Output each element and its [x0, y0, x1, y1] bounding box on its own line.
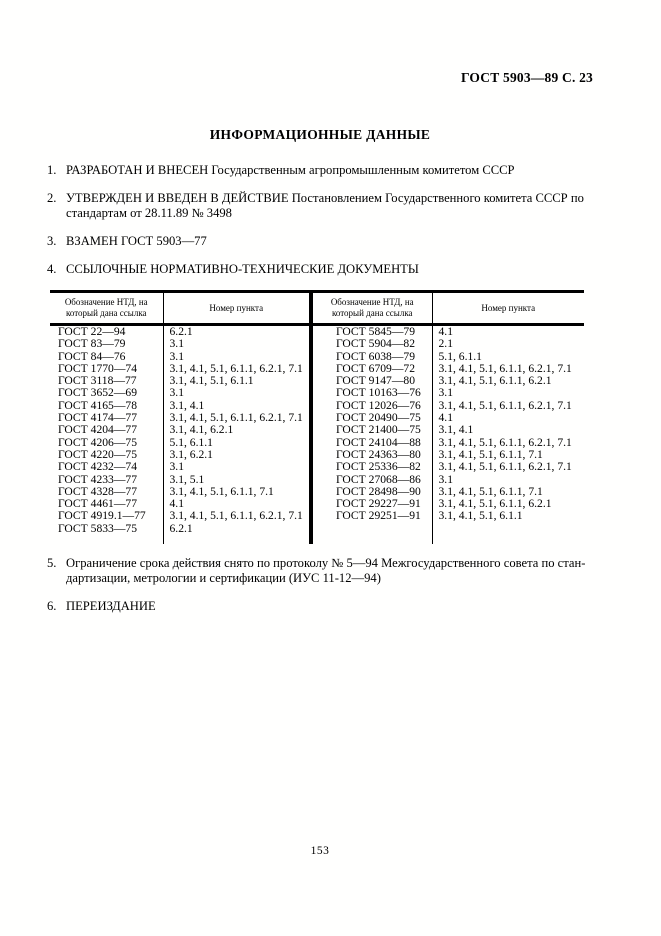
clause-number-cell: 6.2.1	[163, 523, 311, 535]
item-text: ПЕРЕИЗДАНИЕ	[66, 599, 156, 614]
table-row	[50, 510, 584, 522]
item-text: ССЫЛОЧНЫЕ НОРМАТИВНО-ТЕХНИЧЕСКИЕ ДОКУМЕНТЫ	[66, 262, 419, 276]
table-row	[50, 338, 584, 350]
ntd-designation-cell: ГОСТ 3118—77	[50, 375, 163, 387]
ntd-designation-cell: ГОСТ 5845—79	[311, 325, 432, 339]
table-spacer-cell	[163, 535, 311, 544]
item-text: Ограничение срока действия снято по протоколу № 5—94 Межгосударственного совета по стандартизации, метрологии и сертификации (ИУС 11-12—94)	[66, 556, 586, 586]
item-number: 5.	[47, 556, 57, 571]
item-number: 6.	[47, 599, 57, 614]
clause-number-cell: 3.1	[438, 473, 453, 486]
item-text: УТВЕРЖДЕН И ВВЕДЕН В ДЕЙСТВИЕ Постановлением Государственного комитета СССР по стандартам от 28.11.89 № 3498	[66, 191, 584, 220]
ntd-designation-cell: ГОСТ 84—76	[50, 351, 163, 363]
page-title: ИНФОРМАЦИОННЫЕ ДАННЫЕ	[209, 127, 431, 142]
table-row	[50, 523, 584, 535]
table-row	[50, 363, 584, 375]
ntd-designation-cell: ГОСТ 4232—74	[50, 461, 163, 473]
ntd-designation-cell: ГОСТ 4461—77	[50, 498, 163, 510]
ntd-designation-cell: ГОСТ 25336—82	[311, 461, 432, 473]
clause-number-cell: 3.1, 4.1, 5.1, 6.1.1, 7.1	[438, 448, 543, 461]
clause-number-cell: 6.2.1	[163, 325, 311, 339]
ntd-designation-cell	[311, 523, 432, 535]
table-header-row	[50, 292, 584, 325]
ntd-designation-cell: ГОСТ 21400—75	[311, 424, 432, 436]
table-row	[50, 461, 584, 473]
clause-number-cell: 4.1	[438, 412, 453, 425]
table-row	[50, 387, 584, 399]
table-column-header: Номер пункта	[432, 292, 584, 325]
ntd-designation-cell: ГОСТ 10163—76	[311, 387, 432, 399]
doc-reference-header: ГОСТ 5903—89 С. 23	[460, 70, 593, 85]
ntd-designation-cell: ГОСТ 4206—75	[50, 437, 163, 449]
clause-number-cell: 3.1, 4.1, 6.2.1	[163, 424, 311, 436]
table-row	[50, 351, 584, 363]
ntd-designation-cell: ГОСТ 4165—78	[50, 400, 163, 412]
table-row	[50, 486, 584, 498]
ntd-designation-cell: ГОСТ 4233—77	[50, 474, 163, 486]
ntd-designation-cell: ГОСТ 24104—88	[311, 437, 432, 449]
ntd-designation-cell: ГОСТ 4204—77	[50, 424, 163, 436]
clause-number-cell: 3.1	[438, 387, 453, 400]
clause-number-cell: 5.1, 6.1.1	[163, 437, 311, 449]
table-spacer-cell	[432, 535, 584, 544]
table-row	[50, 325, 584, 339]
numbered-item	[47, 191, 593, 221]
clause-number-cell: 3.1, 4.1, 5.1, 6.1.1	[438, 510, 523, 523]
clause-number-cell: 3.1, 4.1, 5.1, 6.1.1, 6.2.1	[438, 498, 552, 511]
clause-number-cell: 3.1	[163, 461, 311, 473]
item-text: ВЗАМЕН ГОСТ 5903—77	[66, 234, 207, 248]
clause-number-cell: 5.1, 6.1.1	[438, 350, 482, 363]
numbered-items-after-table	[47, 556, 593, 614]
ntd-designation-cell: ГОСТ 4174—77	[50, 412, 163, 424]
table-column-header: Номер пункта	[163, 292, 311, 325]
table-row	[50, 424, 584, 436]
numbered-item	[47, 262, 593, 277]
item-number: 1.	[47, 163, 57, 177]
table-row	[50, 375, 584, 387]
item-number: 3.	[47, 234, 57, 248]
clause-number-cell: 3.1, 4.1, 5.1, 6.1.1	[163, 375, 311, 387]
clause-number-cell	[432, 523, 584, 535]
ntd-designation-cell: ГОСТ 6709—72	[311, 363, 432, 375]
table-spacer-row	[50, 535, 584, 544]
ntd-designation-cell: ГОСТ 4328—77	[50, 486, 163, 498]
clause-number-cell: 2.1	[438, 338, 453, 351]
item-text: РАЗРАБОТАН И ВНЕСЕН Государственным агропромышленным комитетом СССР	[66, 163, 515, 177]
table-column-header: Обозначение НТД, на который дана ссылка	[311, 292, 432, 325]
ntd-designation-cell: ГОСТ 4919.1—77	[50, 510, 163, 522]
clause-number-cell: 3.1	[163, 351, 311, 363]
ntd-designation-cell: ГОСТ 24363—80	[311, 449, 432, 461]
ntd-designation-cell: ГОСТ 9147—80	[311, 375, 432, 387]
table-row	[50, 449, 584, 461]
ntd-designation-cell: ГОСТ 20490—75	[311, 412, 432, 424]
numbered-item	[47, 599, 593, 614]
clause-number-cell: 3.1, 4.1, 5.1, 6.1.1, 6.2.1, 7.1	[163, 412, 311, 424]
clause-number-cell: 3.1	[163, 387, 311, 399]
numbered-item	[47, 556, 593, 586]
clause-number-cell: 3.1, 5.1	[163, 474, 311, 486]
item-number: 4.	[47, 262, 57, 276]
table-row	[50, 437, 584, 449]
clause-number-cell: 3.1, 6.2.1	[163, 449, 311, 461]
ntd-designation-cell: ГОСТ 1770—74	[50, 363, 163, 375]
ntd-designation-cell: ГОСТ 83—79	[50, 338, 163, 350]
table-row	[50, 400, 584, 412]
ntd-designation-cell: ГОСТ 27068—86	[311, 474, 432, 486]
ntd-designation-cell: ГОСТ 28498—90	[311, 486, 432, 498]
clause-number-cell: 3.1, 4.1, 5.1, 6.1.1, 6.2.1, 7.1	[163, 510, 311, 522]
clause-number-cell: 3.1, 4.1, 5.1, 6.1.1, 6.2.1, 7.1	[438, 436, 572, 449]
ntd-designation-cell: ГОСТ 4220—75	[50, 449, 163, 461]
ntd-designation-cell: ГОСТ 29227—91	[311, 498, 432, 510]
ntd-designation-cell: ГОСТ 5904—82	[311, 338, 432, 350]
clause-number-cell: 4.1	[438, 325, 453, 338]
clause-number-cell: 3.1, 4.1, 5.1, 6.1.1, 6.2.1, 7.1	[438, 399, 572, 412]
numbered-items-before-table	[47, 163, 593, 277]
clause-number-cell: 3.1, 4.1, 5.1, 6.1.1, 6.2.1, 7.1	[438, 362, 572, 375]
table-row	[50, 474, 584, 486]
ntd-designation-cell: ГОСТ 12026—76	[311, 400, 432, 412]
clause-number-cell: 3.1, 4.1, 5.1, 6.1.1, 7.1	[163, 486, 311, 498]
table-spacer-cell	[50, 535, 163, 544]
table-row	[50, 412, 584, 424]
clause-number-cell: 3.1, 4.1	[438, 424, 474, 437]
table-row	[50, 498, 584, 510]
references-table	[50, 290, 584, 544]
clause-number-cell: 3.1, 4.1, 5.1, 6.1.1, 6.2.1, 7.1	[163, 363, 311, 375]
ntd-designation-cell: ГОСТ 5833—75	[50, 523, 163, 535]
clause-number-cell: 4.1	[163, 498, 311, 510]
ntd-designation-cell: ГОСТ 22—94	[50, 325, 163, 339]
clause-number-cell: 3.1	[163, 338, 311, 350]
ntd-designation-cell: ГОСТ 3652—69	[50, 387, 163, 399]
table-spacer-cell	[311, 535, 432, 544]
ntd-designation-cell: ГОСТ 29251—91	[311, 510, 432, 522]
clause-number-cell: 3.1, 4.1, 5.1, 6.1.1, 7.1	[438, 485, 543, 498]
clause-number-cell: 3.1, 4.1, 5.1, 6.1.1, 6.2.1, 7.1	[438, 461, 572, 474]
item-number: 2.	[47, 191, 57, 205]
ntd-designation-cell: ГОСТ 6038—79	[311, 351, 432, 363]
numbered-item	[47, 234, 593, 249]
clause-number-cell: 3.1, 4.1	[163, 400, 311, 412]
document-content	[47, 127, 593, 627]
table-column-header: Обозначение НТД, на который дана ссылка	[50, 292, 163, 325]
numbered-item	[47, 163, 593, 178]
page-number: 153	[310, 845, 330, 857]
clause-number-cell: 3.1, 4.1, 5.1, 6.1.1, 6.2.1	[438, 375, 552, 388]
